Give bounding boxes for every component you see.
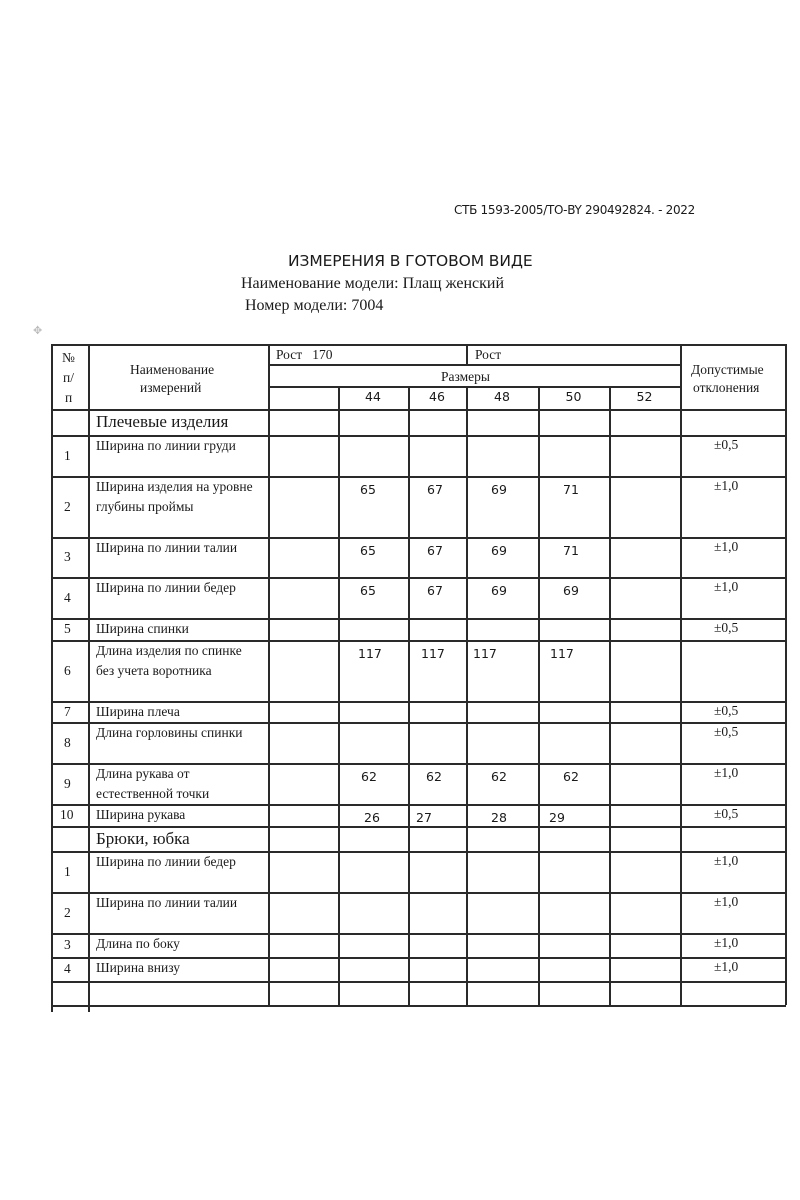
measurement-name: Ширина по линии бедер xyxy=(96,854,236,869)
tolerance-value: ±0,5 xyxy=(714,620,739,635)
size-value: 67 xyxy=(427,482,443,497)
tolerance-value: ±0,5 xyxy=(714,437,739,452)
size-value: 65 xyxy=(360,543,376,558)
tolerance-value: ±1,0 xyxy=(714,579,739,594)
header-size-50: 50 xyxy=(565,389,582,404)
row-number: 2 xyxy=(64,498,71,514)
model-name: Наименование модели: Плащ женский xyxy=(241,275,505,292)
header-number-sign: № xyxy=(62,350,75,365)
size-value: 117 xyxy=(358,646,382,661)
tolerance-value: ±1,0 xyxy=(714,894,739,909)
row-divider xyxy=(51,826,786,828)
header-name-line2: измерений xyxy=(140,380,202,395)
section-title: Плечевые изделия xyxy=(96,412,229,431)
standard-reference: СТБ 1593-2005/ТО-BY 290492824. - 2022 xyxy=(454,203,695,217)
size-value: 67 xyxy=(427,583,443,598)
model-number: Номер модели: 7004 xyxy=(245,297,384,314)
row-number: 5 xyxy=(64,621,71,636)
row-number: 2 xyxy=(64,904,71,920)
row-number: 9 xyxy=(64,775,71,791)
size-value: 71 xyxy=(563,482,579,497)
tolerance-value: ±0,5 xyxy=(714,703,739,718)
table-right-border xyxy=(785,344,787,1005)
tolerance-value: ±1,0 xyxy=(714,539,739,554)
header-size-44: 44 xyxy=(365,389,381,404)
tolerance-value: ±1,0 xyxy=(714,935,739,950)
size-value: 62 xyxy=(361,769,377,784)
row-number: 8 xyxy=(64,734,71,750)
measurement-name: Ширина по линии талии xyxy=(96,540,238,555)
measurement-name: Ширина плеча xyxy=(96,704,180,719)
row-number: 10 xyxy=(60,807,74,822)
column-divider xyxy=(466,386,468,1005)
measurement-name: Ширина по линии груди xyxy=(96,438,236,453)
measurement-name: Ширина спинки xyxy=(96,621,189,636)
row-number: 7 xyxy=(64,703,71,719)
column-divider xyxy=(88,344,90,1012)
size-value: 67 xyxy=(427,543,443,558)
header-divider xyxy=(466,344,468,364)
measurement-name: Длина изделия по спинке без учета воротника xyxy=(96,643,242,678)
table-move-handle-icon[interactable]: ✥ xyxy=(33,324,43,337)
header-size-52: 52 xyxy=(636,389,653,404)
measurement-name: Длина рукава от естественной точки xyxy=(96,766,210,801)
size-value: 65 xyxy=(360,482,376,497)
header-height-2: Рост xyxy=(475,347,502,362)
header-number-line2: п/ xyxy=(63,370,74,385)
header-sizes-label: Размеры xyxy=(441,369,490,384)
size-value: 69 xyxy=(491,482,507,497)
header-name-line1: Наименование xyxy=(130,362,215,377)
size-value: 26 xyxy=(364,810,380,825)
size-value: 29 xyxy=(549,810,565,825)
column-divider xyxy=(680,344,682,1005)
header-height-170: Рост 170 xyxy=(276,347,333,362)
tolerance-value: ±1,0 xyxy=(714,478,739,493)
measurement-name: Ширина изделия на уровне глубины проймы xyxy=(96,479,253,514)
tolerance-value: ±0,5 xyxy=(714,724,739,739)
measurement-name: Ширина по линии талии xyxy=(96,895,238,910)
row-number: 4 xyxy=(64,589,71,605)
row-divider xyxy=(51,1005,786,1007)
header-size-48: 48 xyxy=(494,389,510,404)
size-value: 117 xyxy=(473,646,497,661)
size-value: 69 xyxy=(563,583,579,598)
size-value: 62 xyxy=(426,769,442,784)
table-top-border xyxy=(51,344,786,346)
row-number: 3 xyxy=(64,549,71,564)
size-value: 71 xyxy=(563,543,579,558)
column-divider xyxy=(538,386,540,1005)
tolerance-value: ±0,5 xyxy=(714,806,739,821)
size-value: 27 xyxy=(416,810,432,825)
size-value: 65 xyxy=(360,583,376,598)
size-value: 117 xyxy=(421,646,445,661)
column-divider xyxy=(609,386,611,1005)
tolerance-value: ±1,0 xyxy=(714,959,739,974)
tolerance-value: ±1,0 xyxy=(714,765,739,780)
column-divider xyxy=(268,344,270,1005)
tolerance-value: ±1,0 xyxy=(714,853,739,868)
column-divider xyxy=(338,386,340,1005)
section-title: Брюки, юбка xyxy=(96,829,190,848)
header-divider xyxy=(268,364,680,366)
header-number-line3: п xyxy=(65,390,73,405)
size-value: 117 xyxy=(550,646,574,661)
header-tolerance-line2: отклонения xyxy=(693,380,760,395)
header-bottom-border xyxy=(51,409,786,411)
row-number: 4 xyxy=(64,961,71,976)
row-number: 1 xyxy=(64,447,71,463)
document-title: ИЗМЕРЕНИЯ В ГОТОВОМ ВИДЕ xyxy=(288,252,533,270)
size-value: 62 xyxy=(563,769,579,784)
measurement-name: Длина горловины спинки xyxy=(96,725,243,740)
header-size-46: 46 xyxy=(429,389,445,404)
row-number: 1 xyxy=(64,863,71,879)
header-divider xyxy=(268,386,680,388)
measurement-name: Ширина внизу xyxy=(96,960,181,975)
size-value: 69 xyxy=(491,583,507,598)
table-left-border xyxy=(51,344,53,1012)
size-value: 28 xyxy=(491,810,507,825)
size-value: 69 xyxy=(491,543,507,558)
measurement-name: Ширина рукава xyxy=(96,807,186,822)
row-number: 6 xyxy=(64,662,71,678)
header-tolerance-line1: Допустимые xyxy=(691,362,764,377)
size-value: 62 xyxy=(491,769,507,784)
measurement-name: Ширина по линии бедер xyxy=(96,580,236,595)
row-number: 3 xyxy=(64,937,71,952)
row-divider xyxy=(51,981,786,983)
column-divider xyxy=(408,386,410,1005)
measurement-name: Длина по боку xyxy=(96,936,180,951)
